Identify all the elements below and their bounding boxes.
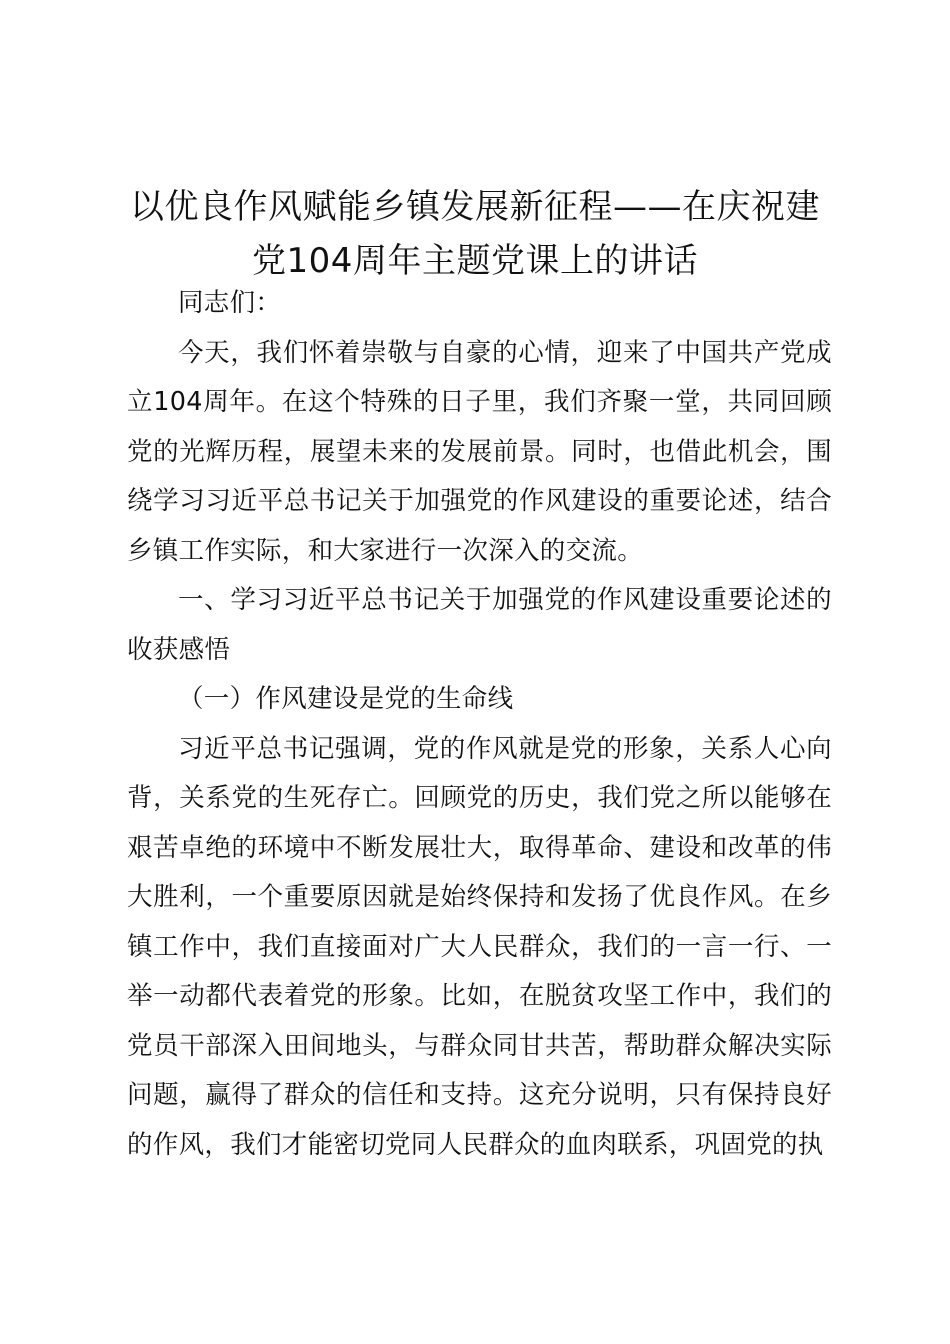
salutation: 同志们： (178, 288, 282, 318)
paragraph-intro: 今天，我们怀着崇敬与自豪的心情，迎来了中国共产党成立104周年。在这个特殊的日子里，我们齐聚一堂，共同回顾党的光辉历程，展望未来的发展前景。同时，也借此机会，围绕学习习近平总书记关于加强党的作风建设的重要论述，结合乡镇工作实际，和大家进行一次深入的交流。 (127, 337, 832, 566)
paragraph-body: 习近平总书记强调，党的作风就是党的形象，关系人心向背，关系党的生死存亡。回顾党的历史，我们党之所以能够在艰苦卓绝的环境中不断发展壮大，取得革命、建设和改革的伟大胜利，一个重要原因就是始终保持和发扬了优良作风。在乡镇工作中，我们直接面对广大人民群众，我们的一言一行、一举一动都代表着党的形象。比如，在脱贫攻坚工作中，我们的党员干部深入田间地头，与群众同甘共苦，帮助群众解决实际问题，赢得了群众的信任和支持。这充分说明，只有保持良好的作风，我们才能密切党同人民群众的血肉联系，巩固党的执 (127, 733, 832, 1160)
section-heading: 一、学习习近平总书记关于加强党的作风建设重要论述的收获感悟 (127, 585, 832, 665)
document-title: 以优良作风赋能乡镇发展新征程——在庆祝建党104周年主题党课上的讲话 (130, 187, 820, 281)
document-body (127, 279, 832, 1170)
subsection-heading: （一）作风建设是党的生命线 (178, 684, 514, 714)
